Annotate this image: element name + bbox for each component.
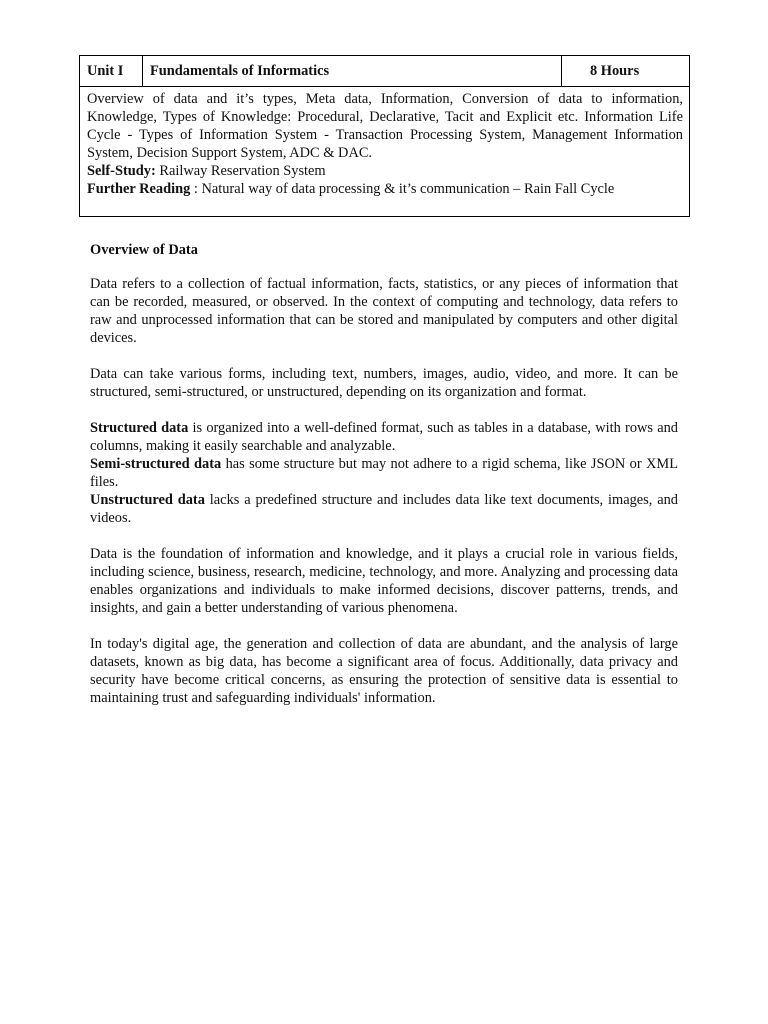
syllabus-header-row [80,56,690,87]
self-study-line [87,162,683,180]
paragraph-forms: Data can take various forms, including text, numbers, images, audio, video, and more. It can be structured, semi-structured, or unstructured, depending on its organization and format. [90,366,678,400]
data-types-list [90,419,678,527]
overview-section [90,241,678,725]
unstructured-data-text: lacks a predefined structure and includes data like text documents, images, and videos. [90,492,678,526]
syllabus-table [79,55,690,217]
semi-structured-data-item [90,455,678,491]
syllabus-content-cell [80,87,690,217]
further-reading-label: Further Reading [87,181,191,197]
structured-data-term: Structured data [90,420,189,436]
self-study-text: Railway Reservation System [155,163,326,179]
unstructured-data-term: Unstructured data [90,492,205,508]
hours-cell: 8 Hours [562,56,690,87]
further-reading-text: : Natural way of data processing & it’s communication – Rain Fall Cycle [190,181,615,197]
syllabus-content-row [80,87,690,217]
further-reading-line [87,180,683,198]
unit-cell: Unit I [80,56,143,87]
unit-title-cell: Fundamentals of Informatics [143,56,562,87]
unstructured-data-item [90,491,678,527]
section-heading: Overview of Data [90,242,198,258]
paragraph-big-data: In today's digital age, the generation and collection of data are abundant, and the analysis of large datasets, known as big data, has become a significant area of focus. Additionally, data privacy and security have become critical concerns, as ensuring the protection of sensitive data is essential to maintaining trust and safeguarding individuals' information. [90,636,678,706]
semi-structured-data-text: has some structure but may not adhere to a rigid schema, like JSON or XML files. [90,456,679,490]
paragraph-definition: Data refers to a collection of factual information, facts, statistics, or any pieces of information that can be recorded, measured, or observed. In the context of computing and technology, data refers to raw and unprocessed information that can be stored and manipulated by computers and other digital devices. [90,276,678,346]
structured-data-text: is organized into a well-defined format, such as tables in a database, with rows and columns, making it easily searchable and analyzable. [90,420,679,454]
syllabus-topics: Overview of data and it’s types, Meta data, Information, Conversion of data to information, Knowledge, Types of Knowledge: Procedural, Declarative, Tacit and Explicit etc. Information Life Cycle - Types of Information System - Transaction Processing System, Management Information System, Decision Support System, ADC & DAC. [87,91,683,161]
semi-structured-data-term: Semi-structured data [90,456,222,472]
paragraph-foundation: Data is the foundation of information and knowledge, and it plays a crucial role in various fields, including science, business, research, medicine, technology, and more. Analyzing and processing data enables organizations and individuals to make informed decisions, discover patterns, trends, and insights, and gain a better understanding of various phenomena. [90,546,678,616]
self-study-label: Self-Study: [87,163,156,179]
structured-data-item [90,419,678,455]
